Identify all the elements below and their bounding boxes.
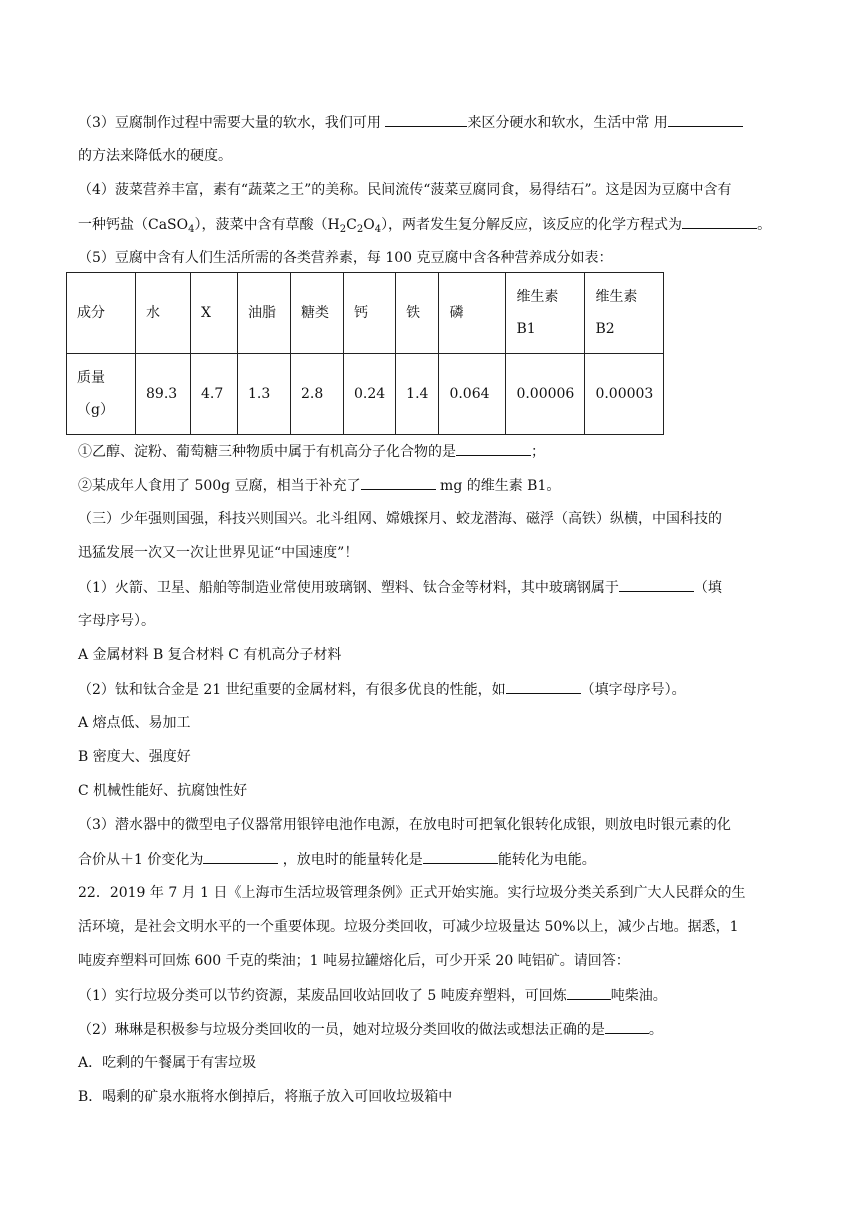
line-q22-2: （2）琳琳是积极参与垃圾分类回收的一员，她对垃圾分类回收的做法或想法正确的是 。 bbox=[78, 1019, 790, 1040]
table-cell: 0.064 bbox=[439, 354, 506, 435]
table-cell: 质量 （g） bbox=[67, 354, 136, 435]
line-q22-cont1: 活环境，是社会文明水平的一个重要体现。垃圾分类回收，可减少垃圾量达 50%以上，减少占地。据悉，1 bbox=[78, 919, 739, 935]
line-q22-option-b: B．喝剩的矿泉水瓶将水倒掉后，将瓶子放入可回收垃圾箱中 bbox=[78, 1089, 453, 1105]
line-p2-option-c: C 机械性能好、抗腐蚀性好 bbox=[78, 783, 248, 799]
table-header: 钙 bbox=[344, 273, 396, 354]
line-q22-1: （1）实行垃圾分类可以节约资源，某废品回收站回收了 5 吨废弃塑料，可回炼 吨柴油。 bbox=[78, 985, 790, 1006]
table-row bbox=[67, 354, 664, 435]
line-q4: （4）菠菜营养丰富，素有“蔬菜之王”的美称。民间流传“菠菜豆腐同食，易得结石”。这是因为豆腐中含有 bbox=[78, 182, 732, 198]
line-q5: （5）豆腐中含有人们生活所需的各类营养素，每 100 克豆腐中含各种营养成分如表： bbox=[78, 250, 613, 266]
answer-blank[interactable] bbox=[203, 849, 278, 864]
line-p3: （3）潜水器中的微型电子仪器常用银锌电池作电源，在放电时可把氧化银转化成银，则放电时银元素的化 bbox=[78, 817, 731, 833]
table-header: 磷 bbox=[439, 273, 506, 354]
line-q22-option-a: A．吃剩的午餐属于有害垃圾 bbox=[78, 1055, 257, 1071]
answer-blank[interactable] bbox=[682, 214, 757, 229]
answer-blank[interactable] bbox=[423, 849, 498, 864]
table-header: 成分 bbox=[67, 273, 136, 354]
line-q22: 22．2019 年 7 月 1 日《上海市生活垃圾管理条例》正式开始实施。实行垃圾分类关系到广大人民群众的生 bbox=[78, 885, 746, 901]
line-p1-cont: 字母序号）。 bbox=[78, 613, 155, 629]
line-q3: （3）豆腐制作过程中需要大量的软水，我们可用 来区分硬水和软水，生活中常 用 bbox=[78, 112, 790, 133]
line-sub-q1: ①乙醇、淀粉、葡萄糖三种物质中属于有机高分子化合物的是 ； bbox=[78, 441, 790, 462]
table-cell: 4.7 bbox=[191, 354, 238, 435]
line-p1: （1）火箭、卫星、船舶等制造业常使用玻璃钢、塑料、钛合金等材料，其中玻璃钢属于 （填 bbox=[78, 577, 790, 598]
line-p2-option-b: B 密度大、强度好 bbox=[78, 749, 191, 765]
answer-blank[interactable] bbox=[567, 985, 611, 1000]
line-q3-cont: 的方法来降低水的硬度。 bbox=[78, 148, 232, 164]
answer-blank[interactable] bbox=[605, 1019, 649, 1034]
answer-blank[interactable] bbox=[506, 679, 581, 694]
line-q4-cont: 一种钙盐（CaSO$_4$），菠菜中含有草酸$(H_2C_2O_4)$，两者发生复分解反应，该反应的化学方程式为 。 bbox=[78, 214, 790, 235]
line-p1-options: A 金属材料 B 复合材料 C 有机高分子材料 bbox=[78, 647, 342, 663]
table-header: 维生素 B1 bbox=[506, 273, 585, 354]
line-sub-q2: ②某成年人食用了 500g 豆腐，相当于补充了 mg 的维生素 B1。 bbox=[78, 475, 790, 496]
table-cell: 1.4 bbox=[396, 354, 439, 435]
line-section-3-cont: 迅猛发展一次又一次让世界见证“中国速度”！ bbox=[78, 545, 359, 561]
table-cell: 1.3 bbox=[238, 354, 291, 435]
table-header: 油脂 bbox=[238, 273, 291, 354]
line-p2: （2）钛和钛合金是 21 世纪重要的金属材料，有很多优良的性能，如 （填字母序号）。 bbox=[78, 679, 790, 700]
answer-blank[interactable] bbox=[619, 577, 694, 592]
line-p3-cont: 合价从＋1 价变化为 ，放电时的能量转化是 能转化为电能。 bbox=[78, 849, 790, 870]
table-header: 铁 bbox=[396, 273, 439, 354]
table-row bbox=[67, 273, 664, 354]
table-cell: 2.8 bbox=[291, 354, 344, 435]
table-header: 水 bbox=[136, 273, 191, 354]
answer-blank[interactable] bbox=[385, 112, 467, 127]
table-cell: 89.3 bbox=[136, 354, 191, 435]
answer-blank[interactable] bbox=[668, 112, 743, 127]
table-header: X bbox=[191, 273, 238, 354]
table-header: 维生素 B2 bbox=[585, 273, 664, 354]
line-p2-option-a: A 熔点低、易加工 bbox=[78, 715, 191, 731]
answer-blank[interactable] bbox=[361, 475, 436, 490]
line-section-3: （三）少年强则国强，科技兴则国兴。北斗组网、嫦娥探月、蛟龙潜海、磁浮（高铁）纵横，中国科技的 bbox=[78, 511, 722, 527]
table-cell: 0.00003 bbox=[585, 354, 664, 435]
table-cell: 0.00006 bbox=[506, 354, 585, 435]
table-header: 糖类 bbox=[291, 273, 344, 354]
answer-blank[interactable] bbox=[456, 441, 531, 456]
line-q22-cont2: 吨废弃塑料可回炼 600 千克的柴油；1 吨易拉罐熔化后，可少开采 20 吨铝矿。请回答： bbox=[78, 953, 630, 969]
table-cell: 0.24 bbox=[344, 354, 396, 435]
nutrition-table bbox=[66, 272, 664, 435]
